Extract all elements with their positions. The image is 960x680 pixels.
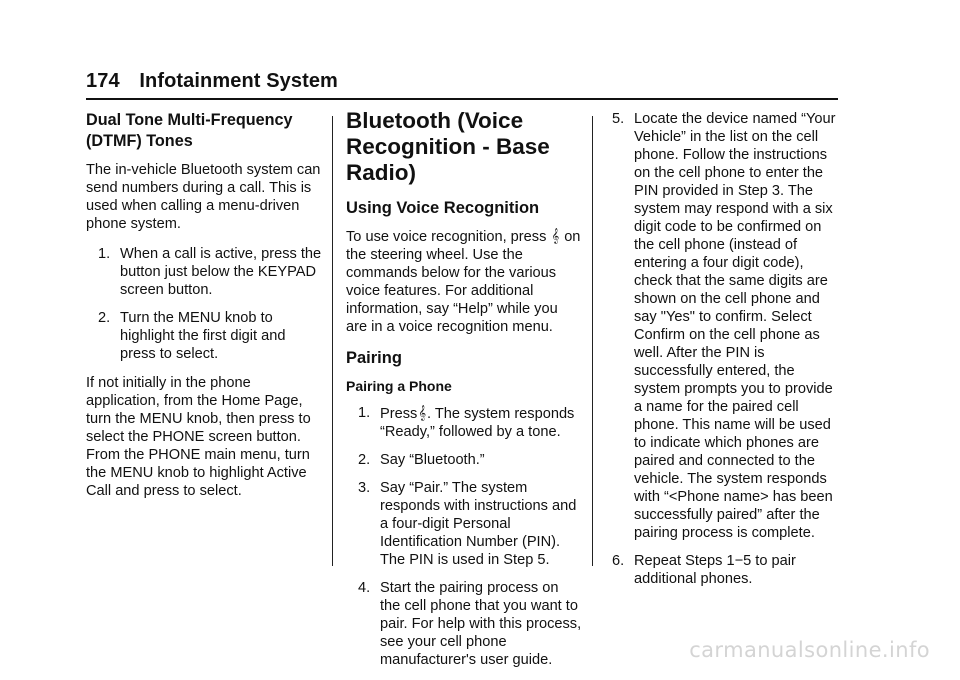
step-text: Say “Pair.” The system responds with instructions and a four-digit Personal Identification Number (PIN). The PIN is used in Step 5. xyxy=(380,480,577,568)
column-2 xyxy=(346,110,582,680)
list-item xyxy=(346,579,582,669)
pairing-heading: Pairing xyxy=(346,349,402,367)
voice-recognition-text: To use voice recognition, press 𝄞 on the steering wheel. Use the commands below for the various voice features. For additional information, say “Help” while you are in a voice recognition menu. xyxy=(346,228,581,335)
page-header xyxy=(86,70,338,93)
list-item xyxy=(346,451,582,469)
step-number: 5. xyxy=(612,111,625,127)
dtmf-heading: Dual Tone Multi-Frequency (DTMF) Tones xyxy=(86,111,293,150)
step-text: Locate the device named “Your Vehicle” in the list on the cell phone. Follow the instructions on the cell phone to enter the PIN provided in Step 3. The system may respond with a six digit code to be confirmed on the cell phone (instead of entering a four digit code), check that the same digits are shown on the cell phone and say "Yes" to confirm. Select Confirm on the cell phone as well. After the PIN is successfully entered, the system prompts you to provide a name for the paired cell phone. This name will be used to indicate which phones are paired and connected to the vehicle. The system responds with “<Phone name> has been successfully paired” after the pairing process is complete. xyxy=(634,111,836,541)
list-item xyxy=(86,245,322,299)
step-number: 4. xyxy=(358,580,371,596)
step-number: 2. xyxy=(358,452,371,468)
bluetooth-heading: Bluetooth (Voice Recognition - Base Radio) xyxy=(346,108,550,185)
pairing-steps-continued xyxy=(610,110,842,588)
section-title: Infotainment System xyxy=(139,70,338,92)
dtmf-steps xyxy=(86,245,322,363)
step-number: 6. xyxy=(612,553,625,569)
list-item xyxy=(86,309,322,363)
push-to-talk-icon: 𝄞 xyxy=(551,228,560,243)
list-item xyxy=(610,552,842,588)
column-divider-2 xyxy=(592,116,593,566)
pairing-steps xyxy=(346,404,582,669)
step-text: When a call is active, press the button just below the KEYPAD screen button. xyxy=(120,246,322,298)
page-number: 174 xyxy=(86,70,120,92)
push-to-talk-icon: 𝄞 xyxy=(418,405,426,420)
step-number: 2. xyxy=(98,310,111,326)
pairing-phone-heading: Pairing a Phone xyxy=(346,378,452,394)
header-rule xyxy=(86,98,838,100)
step-text: Turn the MENU knob to highlight the first digit and press to select. xyxy=(120,310,286,362)
column-1 xyxy=(86,110,322,512)
list-item: 1. Press𝄞. The system responds “Ready,” followed by a tone. xyxy=(358,405,575,440)
step-text: Start the pairing process on the cell phone that you want to pair. For help with this process, see your cell phone manufacturer's user guide. xyxy=(380,580,582,668)
step-number: 1. xyxy=(98,246,111,262)
column-divider-1 xyxy=(332,116,333,566)
voice-recognition-heading: Using Voice Recognition xyxy=(346,199,540,217)
column-3 xyxy=(610,110,842,599)
dtmf-intro: The in-vehicle Bluetooth system can send numbers during a call. This is used when calling a menu-driven phone system. xyxy=(86,162,321,232)
step-text: Repeat Steps 1−5 to pair additional phones. xyxy=(634,553,796,587)
list-item xyxy=(610,110,842,542)
step-number: 3. xyxy=(358,480,371,496)
watermark: carmanualsonline.info xyxy=(689,638,930,662)
dtmf-outro: If not initially in the phone application, from the Home Page, turn the MENU knob, then press to select the PHONE screen button. From the PHONE main menu, turn the MENU knob to highlight Active Call and press to select. xyxy=(86,375,311,499)
list-item xyxy=(346,479,582,569)
step-text: Say “Bluetooth.” xyxy=(380,452,485,468)
step-number: 1. xyxy=(358,405,371,421)
